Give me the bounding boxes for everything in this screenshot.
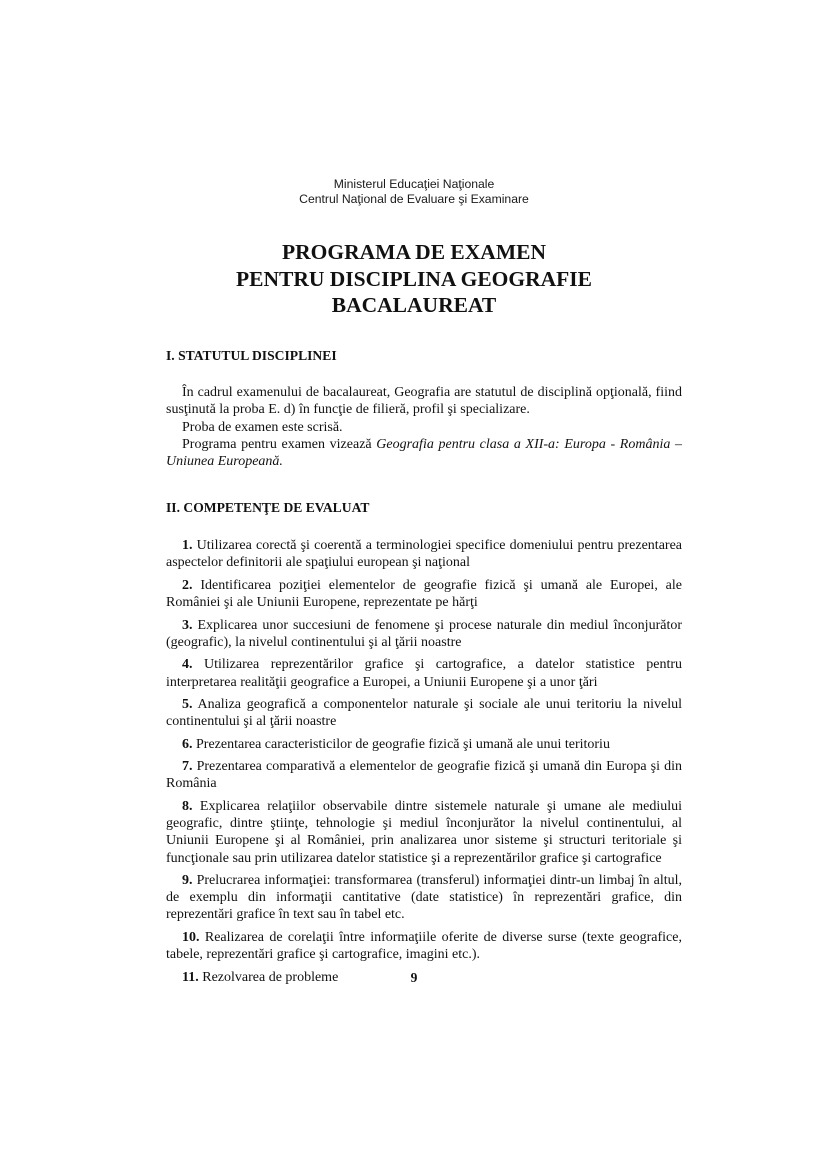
- item-text: Explicarea unor succesiuni de fenomene şi procese naturale din mediul înconjurător (geografic), la nivelul continentului şi al ţării noastre: [166, 617, 682, 650]
- item-text: Prelucrarea informaţiei: transformarea (transferul) informaţiei dintr-un limbaj în altul, de exemplu din informaţii cantitative (date statistice) în reprezentări grafice, din reprezentări grafice în text sau în tabel etc.: [166, 873, 682, 923]
- paragraph: Proba de examen este scrisă.: [182, 419, 343, 435]
- item-number: 1.: [182, 538, 193, 554]
- title-line-2: PENTRU DISCIPLINA GEOGRAFIE: [236, 266, 592, 291]
- section-statutul-disciplinei: [166, 347, 682, 470]
- document-title: [0, 239, 828, 319]
- item-number: 4.: [182, 657, 193, 673]
- item-number: 3.: [182, 617, 193, 633]
- item-text: Realizarea de corelaţii între informaţiile oferite de diverse surse (texte geografice, tabele, reprezentări grafice şi cartografice, imagini etc.).: [166, 929, 682, 963]
- item-text: Explicarea relaţiilor observabile dintre sistemele naturale şi umane ale mediului geografic, dintre ştiinţe, tehnologie şi mediul înconjurător la nivelul continentului, al Uniunii Europene şi al României, prin analizarea unor sisteme şi structuri teritoriale şi funcţionale sau prin utilizarea datelor statistice şi a reprezentărilor grafice şi cartografice: [166, 798, 682, 866]
- title-line-1: PROGRAMA DE EXAMEN: [282, 240, 546, 264]
- paragraph: [166, 436, 682, 470]
- item-text: Analiza geografică a componentelor naturale şi sociale ale unui teritoriu la nivelul continentului şi al ţării noastre: [166, 697, 682, 730]
- list-item: [166, 872, 682, 924]
- item-number: 6.: [182, 736, 193, 752]
- competencies-list: [166, 537, 682, 986]
- list-item: [166, 537, 682, 571]
- institution-header: [0, 177, 828, 206]
- section-heading: II. COMPETENŢE DE EVALUAT: [166, 500, 370, 515]
- list-item: [166, 577, 682, 611]
- item-number: 9.: [182, 873, 193, 889]
- item-text: Identificarea poziţiei elementelor de geografie fizică şi umană ale Europei, ale României şi ale Uniunii Europene, reprezentate pe hărţi: [166, 577, 682, 611]
- item-number: 11.: [182, 969, 199, 985]
- item-number: 7.: [182, 759, 193, 775]
- page-number: 9: [410, 970, 418, 985]
- item-text: Utilizarea reprezentărilor grafice şi cartografice, a datelor statistice pentru interpretarea realităţii geografice a Europei, a Uniunii Europene şi a unor ţări: [166, 657, 682, 690]
- title-line-3: BACALAUREAT: [331, 293, 497, 317]
- list-item: [166, 656, 682, 690]
- list-item: [166, 696, 682, 730]
- list-item: [166, 798, 682, 867]
- evaluation-center-name: Centrul Naţional de Evaluare şi Examinare: [299, 191, 529, 206]
- item-number: 8.: [182, 798, 193, 814]
- item-number: 2.: [182, 577, 193, 593]
- paragraph: În cadrul examenului de bacalaureat, Geografia are statutul de disciplină opţională, fiind susţinută la proba E. d) în funcţie de filieră, profil şi specializare.: [166, 385, 682, 418]
- list-item: [166, 617, 682, 651]
- list-item: [166, 758, 682, 792]
- item-number: 10.: [182, 929, 200, 945]
- section-heading: I. STATUTUL DISCIPLINEI: [166, 348, 337, 363]
- ministry-name: Ministerul Educaţiei Naţionale: [333, 177, 495, 191]
- section-competente-de-evaluat: [166, 499, 682, 991]
- list-item: [166, 929, 682, 963]
- item-text: Rezolvarea de probleme: [198, 969, 339, 985]
- item-text: Utilizarea corectă şi coerentă a terminologiei specifice domeniului pentru prezentarea aspectelor definitorii ale spaţiului european şi naţional: [166, 538, 682, 571]
- item-number: 5.: [182, 697, 193, 713]
- list-item: [166, 736, 682, 753]
- item-text: Prezentarea comparativă a elementelor de geografie fizică şi umană din Europa şi din România: [166, 759, 682, 792]
- item-text: Prezentarea caracteristicilor de geografie fizică şi umană ale unui teritoriu: [192, 736, 610, 752]
- curriculum-reference: Geografia pentru clasa a XII-a: Europa - România – Uniunea Europeană.: [166, 436, 682, 470]
- paragraph-text: Programa pentru examen vizează: [182, 436, 377, 452]
